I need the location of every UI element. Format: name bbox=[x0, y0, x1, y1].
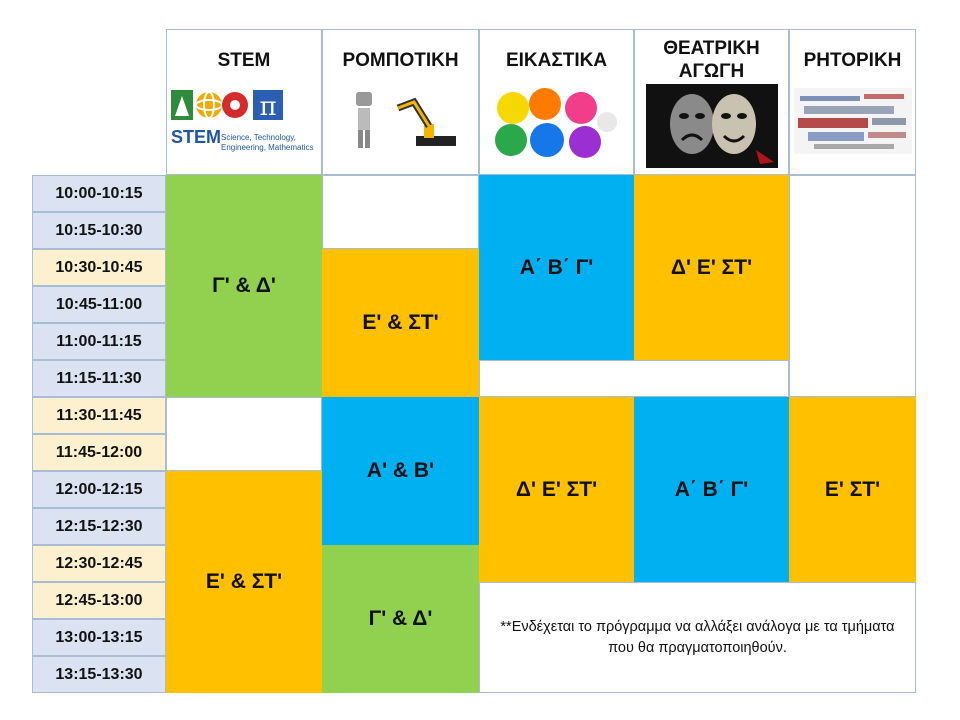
header-title-theatre: ΘΕΑΤΡΙΚΗ ΑΓΩΓΗ bbox=[663, 38, 760, 82]
time-slot: 12:00-12:15 bbox=[32, 471, 166, 508]
schedule-note: **Ενδέχεται το πρόγραμμα να αλλάξει ανάλογα με τα τμήματα που θα πραγματοποιηθούν. bbox=[479, 582, 916, 693]
empty-cell bbox=[789, 175, 916, 397]
schedule-block-rhetoric: Ε' ΣΤ' bbox=[789, 397, 916, 582]
header-title-arts: ΕΙΚΑΣΤΙΚΑ bbox=[505, 49, 608, 71]
stem-logo-word: STEM bbox=[171, 127, 222, 147]
time-slot: 11:45-12:00 bbox=[32, 434, 166, 471]
schedule-block-robotics: Ε' & ΣΤ' bbox=[322, 249, 479, 397]
schedule-table bbox=[32, 29, 916, 693]
header-rhetoric bbox=[789, 29, 916, 175]
header-theatre bbox=[634, 29, 789, 175]
stem-logo-caption: Science, Technology, Engineering, Mathematics bbox=[221, 133, 314, 152]
theatre-masks-image bbox=[646, 84, 778, 173]
paint-jars-image bbox=[495, 88, 619, 165]
time-slot: 12:45-13:00 bbox=[32, 582, 166, 619]
schedule-block-arts: Α΄ Β΄ Γ' bbox=[479, 175, 634, 360]
time-slot: 11:30-11:45 bbox=[32, 397, 166, 434]
schedule-block-theatre: Α΄ Β΄ Γ' bbox=[634, 397, 789, 582]
schedule-block-robotics: Γ' & Δ' bbox=[322, 545, 479, 693]
time-slot: 10:00-10:15 bbox=[32, 175, 166, 212]
empty-cell bbox=[479, 360, 789, 397]
header-title-stem: STEM bbox=[217, 49, 271, 71]
header-robotics bbox=[322, 29, 479, 175]
schedule-block-theatre: Δ' Ε' ΣΤ' bbox=[634, 175, 789, 360]
schedule-block-robotics: Α' & Β' bbox=[322, 397, 479, 545]
schedule-block-arts: Δ' Ε' ΣΤ' bbox=[479, 397, 634, 582]
stem-logo bbox=[169, 88, 319, 153]
time-slot: 10:15-10:30 bbox=[32, 212, 166, 249]
time-slot: 10:30-10:45 bbox=[32, 249, 166, 286]
header-arts bbox=[479, 29, 634, 175]
schedule-block-stem: Γ' & Δ' bbox=[166, 175, 322, 397]
empty-cell bbox=[322, 175, 479, 249]
time-slot: 12:15-12:30 bbox=[32, 508, 166, 545]
time-slot: 13:00-13:15 bbox=[32, 619, 166, 656]
time-slot: 12:30-12:45 bbox=[32, 545, 166, 582]
time-slot: 11:00-11:15 bbox=[32, 323, 166, 360]
word-cloud-image bbox=[794, 88, 912, 159]
time-slot: 13:15-13:30 bbox=[32, 656, 166, 693]
corner-cell bbox=[32, 29, 166, 175]
time-slot: 10:45-11:00 bbox=[32, 286, 166, 323]
header-title-robotics: ΡΟΜΠΟΤΙΚΗ bbox=[342, 49, 459, 71]
header-title-rhetoric: ΡΗΤΟΡΙΚΗ bbox=[803, 49, 902, 71]
schedule-block-stem: Ε' & ΣΤ' bbox=[166, 471, 322, 693]
header-stem bbox=[166, 29, 322, 175]
time-slot: 11:15-11:30 bbox=[32, 360, 166, 397]
robot-arm-image bbox=[336, 88, 466, 157]
empty-cell bbox=[166, 397, 322, 471]
svg-text:π: π bbox=[259, 92, 277, 122]
